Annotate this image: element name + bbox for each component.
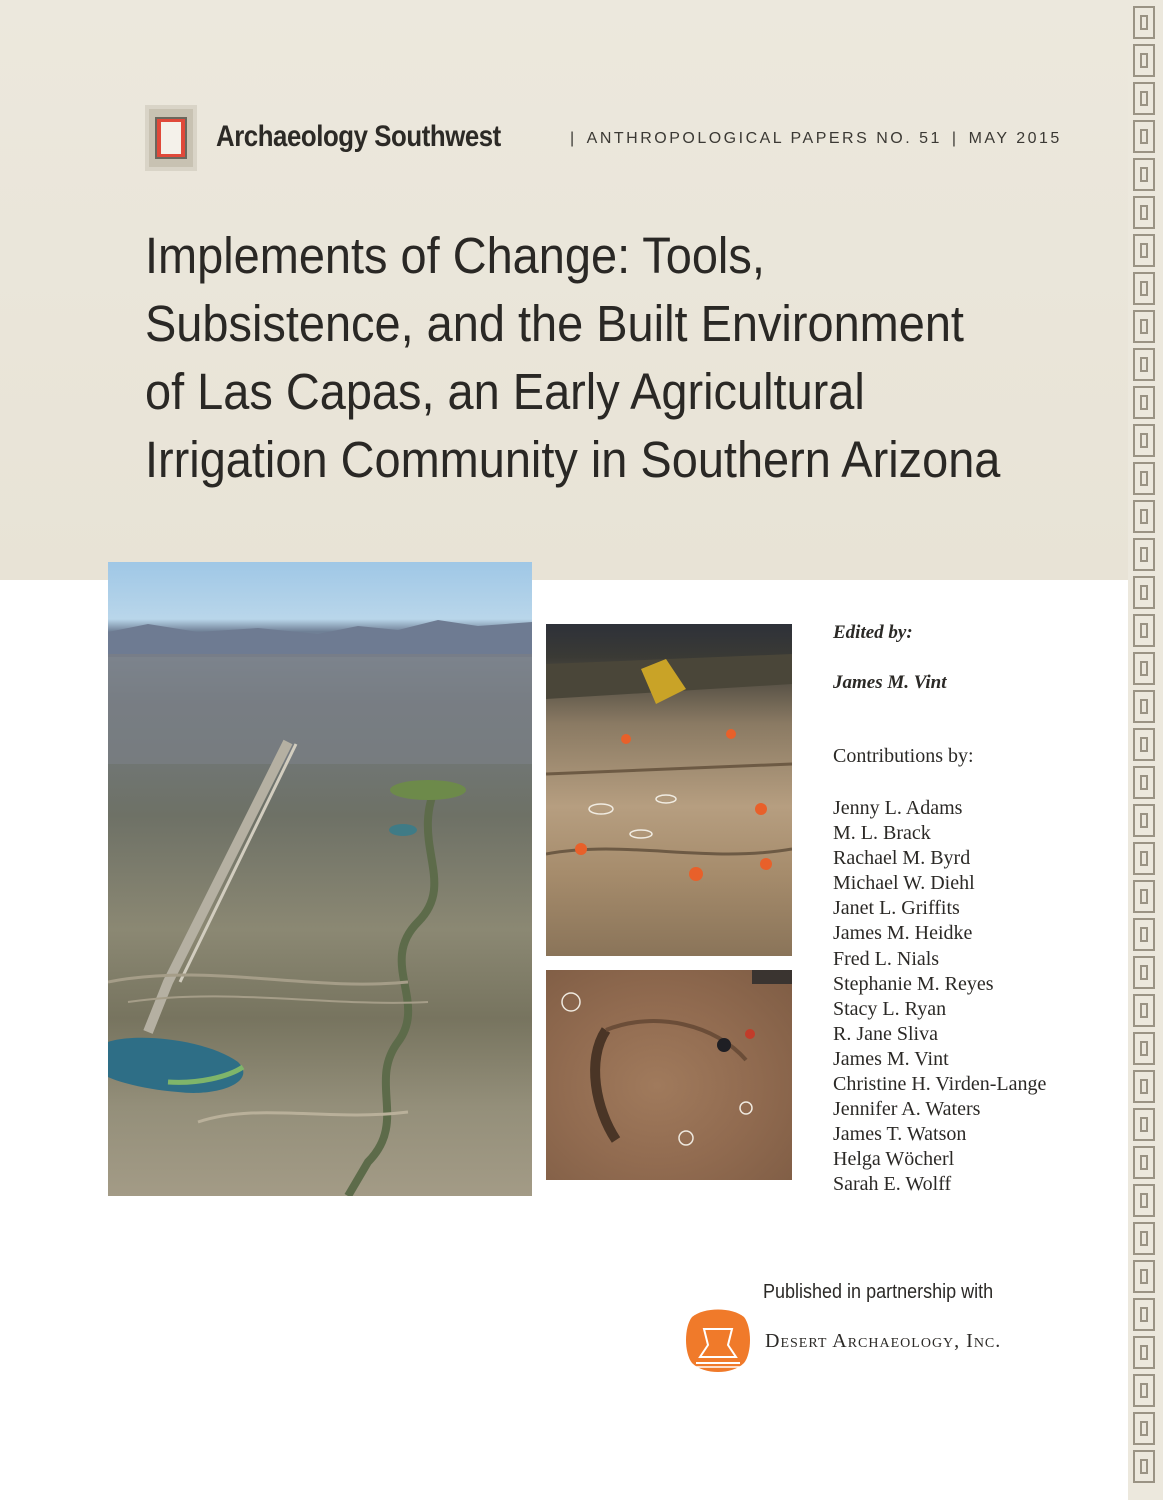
border-tile bbox=[1133, 956, 1155, 989]
excavation-photo-pit bbox=[546, 970, 792, 1180]
border-tile bbox=[1133, 1336, 1155, 1369]
border-tile bbox=[1133, 272, 1155, 305]
contributor-name: Stephanie M. Reyes bbox=[833, 972, 994, 995]
border-tile bbox=[1133, 766, 1155, 799]
border-tile bbox=[1133, 804, 1155, 837]
contributor-name: James M. Vint bbox=[833, 1047, 949, 1070]
border-tile bbox=[1133, 1412, 1155, 1445]
excavation-pit-drawing bbox=[546, 970, 792, 1180]
border-tile bbox=[1133, 880, 1155, 913]
publisher-brand: Archaeology Southwest bbox=[216, 120, 501, 153]
excavation-crew-drawing bbox=[546, 624, 792, 956]
border-tile bbox=[1133, 652, 1155, 685]
border-tile bbox=[1133, 196, 1155, 229]
border-tile bbox=[1133, 994, 1155, 1027]
contributor-name: Michael W. Diehl bbox=[833, 872, 975, 895]
border-tile bbox=[1133, 1260, 1155, 1293]
border-tile bbox=[1133, 614, 1155, 647]
border-tile bbox=[1133, 120, 1155, 153]
border-tile bbox=[1133, 918, 1155, 951]
greek-key-border bbox=[1128, 0, 1163, 1500]
contributor-name: James T. Watson bbox=[833, 1123, 967, 1146]
border-tile bbox=[1133, 234, 1155, 267]
aerial-photo bbox=[108, 562, 532, 1196]
border-tile bbox=[1133, 500, 1155, 533]
border-tile bbox=[1133, 1298, 1155, 1331]
border-tile bbox=[1133, 158, 1155, 191]
contributor-name: Stacy L. Ryan bbox=[833, 997, 947, 1020]
border-tile bbox=[1133, 576, 1155, 609]
contributor-name: Jennifer A. Waters bbox=[833, 1098, 981, 1121]
contributor-name: M. L. Brack bbox=[833, 822, 931, 845]
contributions-label: Contributions by: bbox=[833, 745, 974, 767]
series-line: | ANTHROPOLOGICAL PAPERS NO. 51 | MAY 2015 bbox=[570, 130, 1062, 147]
editor-name: James M. Vint bbox=[833, 672, 947, 693]
border-tile bbox=[1133, 1146, 1155, 1179]
title-line: Implements of Change: Tools, bbox=[145, 227, 765, 284]
contributor-name: Christine H. Virden-Lange bbox=[833, 1073, 1047, 1096]
edited-by-label: Edited by: bbox=[833, 622, 913, 643]
border-tile bbox=[1133, 310, 1155, 343]
border-tile bbox=[1133, 6, 1155, 39]
contributor-name: Sarah E. Wolff bbox=[833, 1173, 952, 1196]
border-tile bbox=[1133, 842, 1155, 875]
title-line: Irrigation Community in Southern Arizona bbox=[145, 431, 1001, 488]
contributor-name: Rachael M. Byrd bbox=[833, 847, 971, 870]
publication-date: MAY 2015 bbox=[968, 130, 1062, 147]
border-tile bbox=[1133, 1184, 1155, 1217]
contributor-name: Fred L. Nials bbox=[833, 947, 940, 970]
border-tile bbox=[1133, 1070, 1155, 1103]
contributor-name: Jenny L. Adams bbox=[833, 797, 963, 819]
border-tile bbox=[1133, 1222, 1155, 1255]
border-tile bbox=[1133, 348, 1155, 381]
border-tile bbox=[1133, 728, 1155, 761]
book-title bbox=[145, 222, 1037, 494]
desert-archaeology-logo-icon bbox=[682, 1305, 754, 1377]
border-tile bbox=[1133, 462, 1155, 495]
border-tile bbox=[1133, 44, 1155, 77]
archaeology-southwest-logo-icon bbox=[145, 105, 197, 171]
border-tile bbox=[1133, 386, 1155, 419]
series-number: ANTHROPOLOGICAL PAPERS NO. 51 bbox=[586, 130, 942, 147]
border-tile bbox=[1133, 82, 1155, 115]
partnership-text: Published in partnership with bbox=[763, 1281, 994, 1303]
excavation-photo-crew bbox=[546, 624, 792, 956]
contributor-name: R. Jane Sliva bbox=[833, 1022, 938, 1045]
border-tile bbox=[1133, 424, 1155, 457]
border-tile bbox=[1133, 690, 1155, 723]
border-tile bbox=[1133, 1450, 1155, 1483]
contributor-name: James M. Heidke bbox=[833, 922, 973, 945]
contributor-name: Janet L. Griffits bbox=[833, 897, 960, 920]
border-tile bbox=[1133, 1108, 1155, 1141]
contributor-name: Helga Wöcherl bbox=[833, 1148, 955, 1171]
border-tile bbox=[1133, 1032, 1155, 1065]
contributors-list bbox=[833, 796, 1046, 1198]
border-tile bbox=[1133, 1374, 1155, 1407]
title-line: of Las Capas, an Early Agricultural bbox=[145, 363, 865, 420]
aerial-photo-drawing bbox=[108, 562, 532, 1196]
title-line: Subsistence, and the Built Environment bbox=[145, 295, 964, 352]
partner-name: Desert Archaeology, Inc. bbox=[765, 1330, 1002, 1352]
border-tile bbox=[1133, 538, 1155, 571]
